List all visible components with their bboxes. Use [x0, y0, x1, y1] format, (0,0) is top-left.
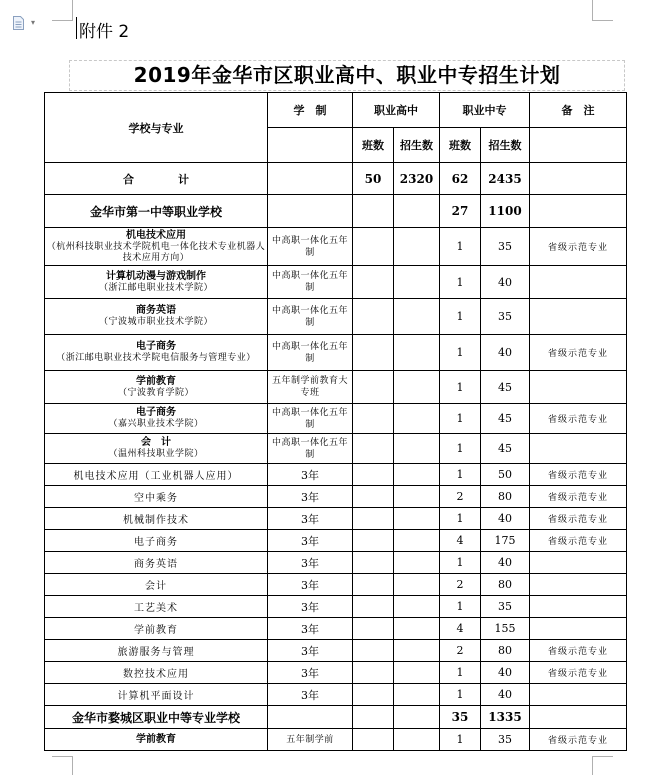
partner-college: （浙江邮电职业技术学院） [98, 282, 213, 293]
empty-cell [353, 335, 394, 371]
header-classes: 班数 [440, 128, 481, 163]
table-row [45, 299, 627, 335]
empty-cell [530, 195, 627, 228]
vs-enrollment: 35 [481, 228, 530, 266]
empty-cell [268, 195, 353, 228]
vs-classes: 2 [440, 486, 481, 508]
document-icon[interactable] [13, 16, 24, 30]
system-value: 3年 [268, 486, 353, 508]
total-vs-enrollment: 2435 [481, 163, 530, 195]
major-name: 会 计 [141, 437, 171, 448]
vs-classes: 1 [440, 552, 481, 574]
empty-cell [353, 464, 394, 486]
remark [530, 371, 627, 404]
system-value: 中高职一体化五年制 [271, 437, 348, 460]
empty-cell [268, 163, 353, 195]
school-name: 金华市第一中等职业学校 [45, 195, 268, 228]
empty-cell [353, 508, 394, 530]
remark: 省级示范专业 [530, 228, 627, 266]
vs-classes: 1 [440, 335, 481, 371]
empty-cell [394, 729, 440, 751]
empty-cell [394, 530, 440, 552]
major-name: 会计 [45, 574, 268, 596]
system-value: 中高职一体化五年制 [271, 235, 348, 258]
school-vs-classes: 27 [440, 195, 481, 228]
major-name: 机电技术应用（工业机器人应用） [45, 464, 268, 486]
table-row [45, 552, 627, 574]
empty-cell [353, 706, 394, 729]
table-row [45, 640, 627, 662]
vs-enrollment: 45 [481, 434, 530, 464]
page-corner-mark [592, 0, 613, 21]
empty-cell [394, 574, 440, 596]
table-row [45, 486, 627, 508]
empty-cell [394, 371, 440, 404]
system-value: 3年 [268, 640, 353, 662]
remark: 省级示范专业 [530, 729, 627, 751]
vs-classes: 1 [440, 404, 481, 434]
school-row [45, 195, 627, 228]
empty-cell [353, 299, 394, 335]
system-value: 中高职一体化五年制 [271, 271, 348, 293]
empty-cell [353, 530, 394, 552]
vs-enrollment: 45 [481, 404, 530, 434]
empty-cell [353, 640, 394, 662]
school-vs-enrollment: 1335 [481, 706, 530, 729]
empty-cell [353, 434, 394, 464]
table-row [45, 464, 627, 486]
header-empty-cell [268, 128, 353, 163]
table-row [45, 729, 627, 751]
empty-cell [353, 618, 394, 640]
major-name: 电子商务 [136, 341, 176, 352]
vs-enrollment: 80 [481, 574, 530, 596]
page-title: 2019年金华市区职业高中、职业中专招生计划 [69, 60, 625, 91]
table-row [45, 371, 627, 404]
remark: 省级示范专业 [530, 486, 627, 508]
vs-enrollment: 40 [481, 552, 530, 574]
empty-cell [394, 684, 440, 706]
system-value: 3年 [268, 464, 353, 486]
system-value: 3年 [268, 574, 353, 596]
partner-college: （温州科技职业学院） [108, 449, 204, 459]
system-value: 中高职一体化五年制 [271, 305, 348, 328]
enrollment-table [44, 92, 627, 751]
header-school-major: 学校与专业 [45, 93, 268, 163]
vs-enrollment: 80 [481, 486, 530, 508]
empty-cell [353, 404, 394, 434]
vs-classes: 1 [440, 228, 481, 266]
vs-classes: 1 [440, 371, 481, 404]
vs-classes: 1 [440, 266, 481, 299]
vs-enrollment: 40 [481, 662, 530, 684]
major-name: 数控技术应用 [45, 662, 268, 684]
school-name: 金华市婺城区职业中等专业学校 [45, 706, 268, 729]
vs-classes: 1 [440, 299, 481, 335]
header-vocational-secondary: 职业中专 [440, 93, 530, 128]
remark [530, 684, 627, 706]
major-name: 计算机平面设计 [45, 684, 268, 706]
remark: 省级示范专业 [530, 404, 627, 434]
empty-cell [394, 618, 440, 640]
text-cursor [76, 17, 77, 39]
empty-cell [353, 266, 394, 299]
empty-cell [353, 596, 394, 618]
remark [530, 574, 627, 596]
major-name: 商务英语 [136, 305, 176, 316]
system-cell [268, 266, 353, 299]
vs-classes: 4 [440, 530, 481, 552]
vs-enrollment: 40 [481, 684, 530, 706]
total-row [45, 163, 627, 195]
table-row [45, 574, 627, 596]
empty-cell [394, 335, 440, 371]
table-row [45, 596, 627, 618]
empty-cell [353, 662, 394, 684]
empty-cell [530, 163, 627, 195]
table-row [45, 618, 627, 640]
empty-cell [394, 706, 440, 729]
vs-classes: 1 [440, 729, 481, 751]
major-name: 学前教育 [45, 618, 268, 640]
remark: 省级示范专业 [530, 530, 627, 552]
major-name: 计算机动漫与游戏制作 [106, 270, 206, 282]
empty-cell [394, 486, 440, 508]
empty-cell [394, 434, 440, 464]
empty-cell [394, 299, 440, 335]
empty-cell [394, 662, 440, 684]
remark [530, 266, 627, 299]
vs-enrollment: 40 [481, 266, 530, 299]
partner-college: （杭州科技职业技术学院机电一体化技术专业机器人技术应用方向） [46, 241, 266, 263]
major-name: 学前教育 [45, 729, 268, 751]
vs-classes: 1 [440, 508, 481, 530]
system-value: 中高职一体化五年制 [271, 407, 348, 430]
table-row [45, 434, 627, 464]
system-cell [268, 228, 353, 266]
table-row [45, 335, 627, 371]
major-cell [45, 404, 268, 434]
partner-college: （宁波城市职业技术学院） [98, 317, 213, 327]
empty-cell [353, 684, 394, 706]
major-name: 机电技术应用 [126, 229, 186, 241]
system-value: 3年 [268, 552, 353, 574]
vs-classes: 2 [440, 574, 481, 596]
remark [530, 596, 627, 618]
empty-cell [353, 729, 394, 751]
vs-classes: 4 [440, 618, 481, 640]
table-row [45, 684, 627, 706]
table-row [45, 228, 627, 266]
empty-cell [394, 640, 440, 662]
total-label: 合 计 [45, 163, 268, 195]
table-row [45, 508, 627, 530]
empty-cell [353, 228, 394, 266]
system-value: 中高职一体化五年制 [271, 341, 348, 364]
system-value: 五年制学前教育大专班 [271, 376, 348, 398]
vs-enrollment: 50 [481, 464, 530, 486]
remark: 省级示范专业 [530, 662, 627, 684]
attachment-label: 附件 2 [79, 22, 130, 42]
system-value: 3年 [268, 662, 353, 684]
major-cell [45, 371, 268, 404]
partner-college: （宁波教育学院） [117, 387, 194, 398]
major-name: 电子商务 [136, 407, 176, 418]
vs-classes: 1 [440, 684, 481, 706]
empty-cell [353, 486, 394, 508]
major-cell [45, 228, 268, 266]
remark [530, 552, 627, 574]
remark [530, 434, 627, 464]
system-cell [268, 434, 353, 464]
header-vocational-high: 职业高中 [353, 93, 440, 128]
remark: 省级示范专业 [530, 640, 627, 662]
empty-cell [394, 228, 440, 266]
empty-cell [394, 404, 440, 434]
page-corner-mark [52, 756, 73, 775]
remark [530, 618, 627, 640]
total-vh-enrollment: 2320 [394, 163, 440, 195]
empty-cell [353, 195, 394, 228]
vs-enrollment: 45 [481, 371, 530, 404]
vs-enrollment: 35 [481, 729, 530, 751]
system-value: 3年 [268, 684, 353, 706]
table-row [45, 266, 627, 299]
total-vs-classes: 62 [440, 163, 481, 195]
remark: 省级示范专业 [530, 464, 627, 486]
empty-cell [268, 706, 353, 729]
chevron-down-icon[interactable]: ▾ [31, 18, 36, 27]
header-empty-cell [530, 128, 627, 163]
vs-enrollment: 40 [481, 335, 530, 371]
major-cell [45, 434, 268, 464]
major-name: 商务英语 [45, 552, 268, 574]
partner-college: （浙江邮电职业技术学院电信服务与管理专业） [56, 353, 256, 363]
system-cell [268, 371, 353, 404]
empty-cell [353, 552, 394, 574]
major-name: 空中乘务 [45, 486, 268, 508]
vs-classes: 1 [440, 662, 481, 684]
system-value: 3年 [268, 508, 353, 530]
empty-cell [353, 371, 394, 404]
major-name: 旅游服务与管理 [45, 640, 268, 662]
vs-enrollment: 80 [481, 640, 530, 662]
header-classes: 班数 [353, 128, 394, 163]
header-enrollment: 招生数 [394, 128, 440, 163]
empty-cell [394, 552, 440, 574]
school-vs-classes: 35 [440, 706, 481, 729]
table-row [45, 662, 627, 684]
empty-cell [394, 464, 440, 486]
vs-enrollment: 155 [481, 618, 530, 640]
major-name: 机械制作技术 [45, 508, 268, 530]
page-corner-mark [52, 0, 73, 21]
total-vh-classes: 50 [353, 163, 394, 195]
page-corner-mark [592, 756, 613, 775]
system-value: 3年 [268, 618, 353, 640]
vs-enrollment: 175 [481, 530, 530, 552]
major-cell [45, 335, 268, 371]
vs-classes: 1 [440, 596, 481, 618]
remark: 省级示范专业 [530, 335, 627, 371]
empty-cell [394, 596, 440, 618]
school-vs-enrollment: 1100 [481, 195, 530, 228]
system-value: 3年 [268, 530, 353, 552]
vs-enrollment: 40 [481, 508, 530, 530]
header-system: 学 制 [268, 93, 353, 128]
remark: 省级示范专业 [530, 508, 627, 530]
remark [530, 299, 627, 335]
partner-college: （嘉兴职业技术学院） [108, 419, 204, 429]
major-name: 学前教育 [136, 375, 176, 387]
system-cell [268, 335, 353, 371]
table-row [45, 404, 627, 434]
vs-classes: 2 [440, 640, 481, 662]
system-cell [268, 299, 353, 335]
major-cell [45, 266, 268, 299]
empty-cell [353, 574, 394, 596]
vs-enrollment: 35 [481, 596, 530, 618]
vs-classes: 1 [440, 434, 481, 464]
system-value: 五年制学前 [268, 729, 353, 751]
empty-cell [394, 266, 440, 299]
major-name: 电子商务 [45, 530, 268, 552]
vs-enrollment: 35 [481, 299, 530, 335]
system-value: 3年 [268, 596, 353, 618]
empty-cell [394, 195, 440, 228]
table-row [45, 530, 627, 552]
school-row [45, 706, 627, 729]
major-cell [45, 299, 268, 335]
header-enrollment: 招生数 [481, 128, 530, 163]
header-remarks: 备 注 [530, 93, 627, 128]
vs-classes: 1 [440, 464, 481, 486]
empty-cell [530, 706, 627, 729]
major-name: 工艺美术 [45, 596, 268, 618]
empty-cell [394, 508, 440, 530]
system-cell [268, 404, 353, 434]
